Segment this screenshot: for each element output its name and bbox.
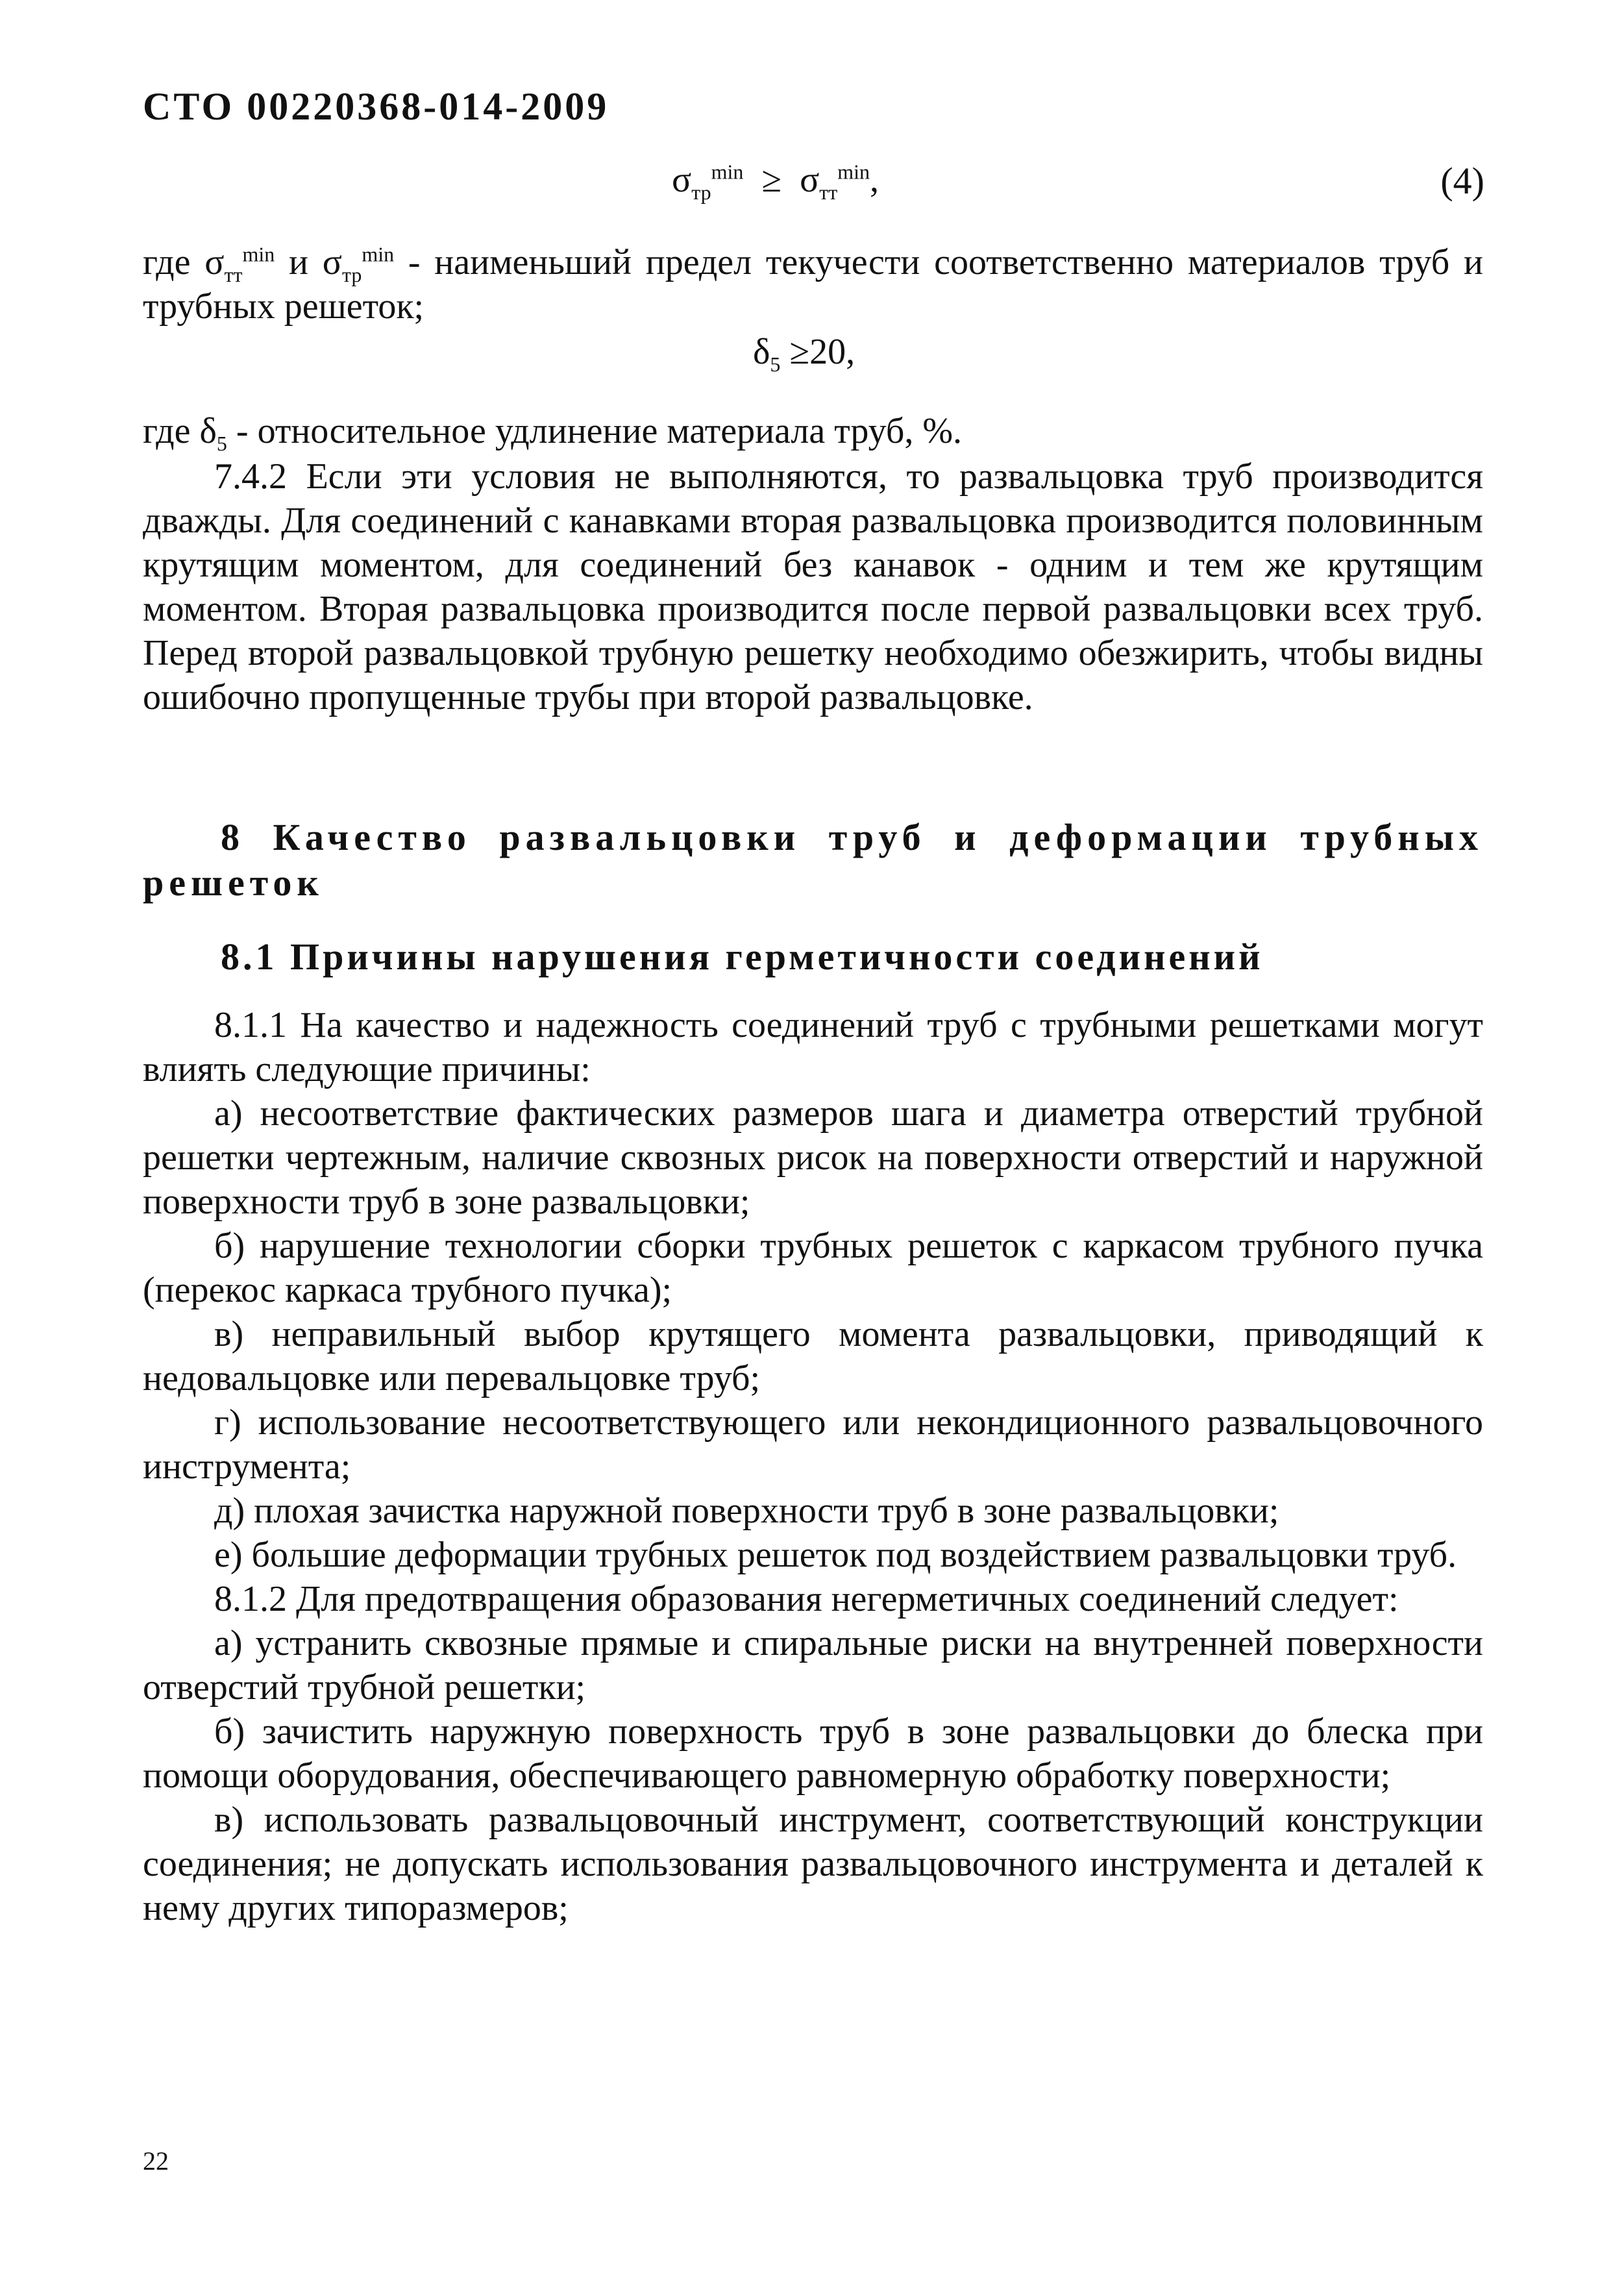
section-8-1-title: 8.1 Причины нарушения герметичности соединений: [221, 936, 1264, 978]
delta-rest: ≥20,: [780, 332, 855, 372]
formula-4-lhs: σ: [672, 160, 692, 200]
p-8-1-1-d: д) плохая зачистка наружной поверхности труб в зоне развальцовки;: [214, 1491, 1279, 1531]
p-8-1-2-a: а) устранить сквозные прямые и спиральные риски на внутренней поверхности отверстий трубной решетки;: [143, 1623, 1483, 1707]
formula-4: [672, 159, 879, 205]
p-8-1-1-intro: 8.1.1 На качество и надежность соединений труб с трубными решетками могут влиять следующие причины:: [143, 1005, 1483, 1089]
p-8-1-1-e: е) большие деформации трубных решеток под воздействием развальцовки труб.: [214, 1535, 1457, 1575]
paragraph-7-4-2: 7.4.2 Если эти условия не выполняются, то развальцовка труб производится дважды. Для соединений с канавками вторая развальцовка производится половинным крутящим моментом, для соединений без канавок - одним и тем же крутящим моментом. Вторая развальцовка производится после первой развальцовки всех труб. Перед второй развальцовкой трубную решетку необходимо обезжирить, чтобы видны ошибочно пропущенные трубы при второй развальцовке.: [143, 456, 1483, 717]
formula-4-rhs-sub: тт: [819, 180, 838, 205]
where-1-s1-sup: min: [242, 242, 275, 266]
p-8-1-1-v: в) неправильный выбор крутящего момента развальцовки, приводящий к недовальцовке или перевальцовке труб;: [143, 1314, 1483, 1398]
p-8-1-2-v: в) использовать развальцовочный инструмент, соответствующий конструкции соединения; не допускать использования развальцовочного инструмента и деталей к нему других типоразмеров;: [143, 1800, 1483, 1928]
p-8-1-1-b: б) нарушение технологии сборки трубных решеток с каркасом трубного пучка (перекос каркаса трубного пучка);: [143, 1226, 1483, 1310]
formula-4-rhs: σ: [800, 160, 820, 200]
p-8-1-1-g: г) использование несоответствующего или некондиционного развальцовочного инструмента;: [143, 1402, 1483, 1487]
p-8-1-2-intro: 8.1.2 Для предотвращения образования негерметичных соединений следует:: [214, 1579, 1399, 1619]
p-8-1-2-b: б) зачистить наружную поверхность труб в зоне развальцовки до блеска при помощи оборудования, обеспечивающего равномерную обработку поверхности;: [143, 1711, 1483, 1796]
where-1-prefix: где σ: [143, 242, 225, 282]
delta-sub: 5: [770, 353, 781, 377]
section-8-title: 8 Качество развальцовки труб и деформации трубных решеток: [143, 816, 1483, 904]
p-8-1-1-a: а) несоответствие фактических размеров шага и диаметра отверстий трубной решетки чертежным, наличие сквозных рисок на поверхности отверстий и наружной поверхности труб в зоне развальцовки;: [143, 1093, 1483, 1222]
delta-symbol: δ: [753, 332, 770, 372]
where-clause-2: [143, 409, 1483, 456]
where-2-sub: 5: [216, 432, 227, 456]
where-1-s2-sup: min: [362, 242, 395, 266]
formula-delta5: [753, 331, 855, 377]
page-number: 22: [143, 2146, 169, 2176]
where-2-text: - относительное удлинение материала труб, %.: [227, 411, 963, 451]
paragraph-8-1-1: [143, 1003, 1483, 1930]
formula-4-rhs-sup: min: [837, 160, 870, 184]
formula-4-number: (4): [1440, 160, 1484, 202]
where-2-prefix: где δ: [143, 411, 217, 451]
formula-4-lhs-sup: min: [711, 160, 744, 184]
where-clause-1: [143, 240, 1483, 329]
document-code-header: СТО 00220368-014-2009: [143, 85, 609, 128]
where-1-s2-sub: тр: [341, 263, 362, 287]
formula-4-lhs-sub: тр: [691, 180, 711, 205]
formula-4-tail: ,: [870, 160, 880, 200]
where-1-text: - наименьший предел текучести соответственно материалов труб и трубных решеток;: [143, 242, 1484, 327]
where-1-mid: и σ: [275, 242, 342, 282]
where-1-s1-sub: тт: [224, 263, 243, 287]
formula-4-operator: ≥: [761, 160, 782, 200]
